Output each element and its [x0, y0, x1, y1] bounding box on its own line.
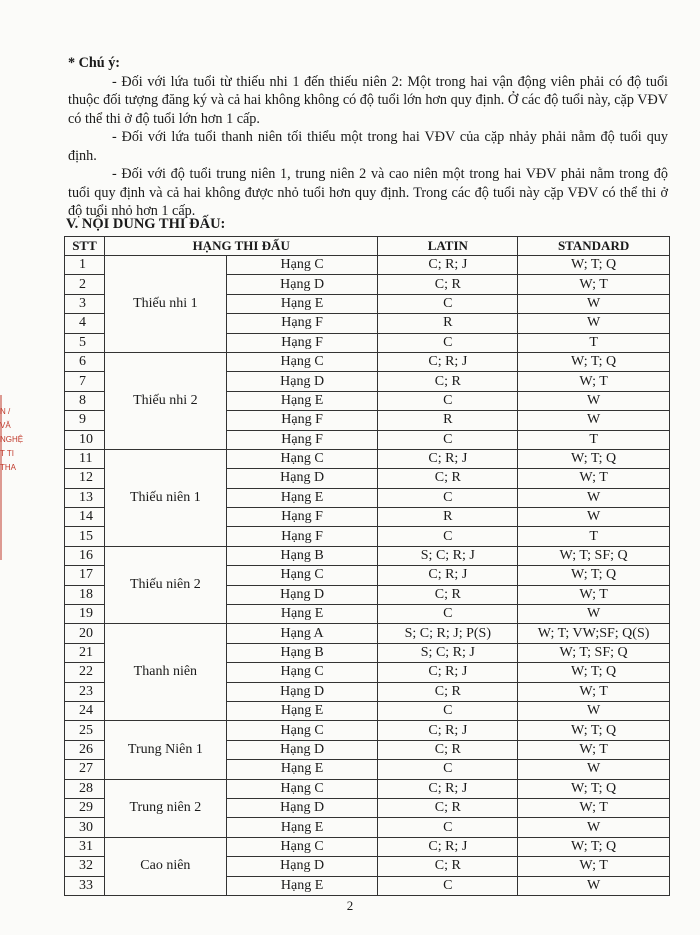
row-number-cell: 28	[65, 779, 105, 798]
header-stt: STT	[65, 237, 105, 256]
table-row	[65, 779, 670, 798]
latin-cell: C; R	[378, 469, 518, 488]
class-cell: Hạng C	[226, 779, 378, 798]
age-category-cell: Thanh niên	[104, 624, 226, 721]
stamp-text: VĂ	[0, 421, 11, 430]
row-number-cell: 12	[65, 469, 105, 488]
standard-cell: W; T	[518, 857, 670, 876]
class-cell: Hạng B	[226, 643, 378, 662]
row-number-cell: 25	[65, 721, 105, 740]
standard-cell: W; T; Q	[518, 663, 670, 682]
latin-cell: C	[378, 605, 518, 624]
standard-cell: W; T; Q	[518, 352, 670, 371]
table-row	[65, 721, 670, 740]
row-number-cell: 16	[65, 546, 105, 565]
latin-cell: C	[378, 760, 518, 779]
table-row	[65, 837, 670, 856]
standard-cell: W; T; SF; Q	[518, 546, 670, 565]
row-number-cell: 26	[65, 740, 105, 759]
note-paragraph: - Đối với lứa tuổi từ thiếu nhi 1 đến thiếu niên 2: Một trong hai vận động viên phải có độ tuổi thuộc đối tượng đăng ký và cả hai không không có độ tuổi lớn hơn quy định. Ở các độ tuổi này, cặp VĐV có thể thi ở độ tuổi lớn hơn 1 cấp.	[68, 73, 668, 127]
row-number-cell: 1	[65, 256, 105, 275]
standard-cell: W; T; Q	[518, 566, 670, 585]
standard-cell: W; T; VW;SF; Q(S)	[518, 624, 670, 643]
row-number-cell: 17	[65, 566, 105, 585]
class-cell: Hạng D	[226, 798, 378, 817]
class-cell: Hạng F	[226, 508, 378, 527]
row-number-cell: 21	[65, 643, 105, 662]
latin-cell: C; R; J	[378, 779, 518, 798]
class-cell: Hạng D	[226, 585, 378, 604]
row-number-cell: 20	[65, 624, 105, 643]
latin-cell: C	[378, 333, 518, 352]
standard-cell: W	[518, 391, 670, 410]
row-number-cell: 24	[65, 701, 105, 720]
header-category: HẠNG THI ĐẤU	[104, 237, 377, 256]
latin-cell: C	[378, 876, 518, 895]
margin-stamp	[0, 405, 24, 550]
age-category-cell: Thiếu niên 1	[104, 449, 226, 546]
row-number-cell: 6	[65, 352, 105, 371]
latin-cell: R	[378, 508, 518, 527]
class-cell: Hạng E	[226, 391, 378, 410]
latin-cell: C	[378, 527, 518, 546]
row-number-cell: 29	[65, 798, 105, 817]
standard-cell: W	[518, 876, 670, 895]
class-cell: Hạng F	[226, 314, 378, 333]
latin-cell: S; C; R; J	[378, 546, 518, 565]
row-number-cell: 2	[65, 275, 105, 294]
latin-cell: C	[378, 818, 518, 837]
row-number-cell: 31	[65, 837, 105, 856]
standard-cell: W	[518, 411, 670, 430]
standard-cell: T	[518, 333, 670, 352]
class-cell: Hạng C	[226, 837, 378, 856]
age-category-cell: Cao niên	[104, 837, 226, 895]
row-number-cell: 9	[65, 411, 105, 430]
class-cell: Hạng C	[226, 721, 378, 740]
standard-cell: W	[518, 314, 670, 333]
standard-cell: W; T; Q	[518, 256, 670, 275]
class-cell: Hạng B	[226, 546, 378, 565]
class-cell: Hạng E	[226, 760, 378, 779]
note-paragraph: - Đối với lứa tuổi thanh niên tối thiểu một trong hai VĐV của cặp nhảy phải nằm độ tuổi quy định.	[68, 129, 668, 164]
stamp-text: T TI	[0, 449, 14, 458]
latin-cell: S; C; R; J	[378, 643, 518, 662]
latin-cell: R	[378, 411, 518, 430]
class-cell: Hạng C	[226, 449, 378, 468]
latin-cell: C	[378, 488, 518, 507]
standard-cell: W	[518, 818, 670, 837]
class-cell: Hạng E	[226, 818, 378, 837]
row-number-cell: 10	[65, 430, 105, 449]
age-category-cell: Trung Niên 1	[104, 721, 226, 779]
latin-cell: C	[378, 430, 518, 449]
standard-cell: W; T; SF; Q	[518, 643, 670, 662]
standard-cell: W	[518, 488, 670, 507]
table-header-row	[65, 237, 670, 256]
latin-cell: C; R	[378, 682, 518, 701]
competition-table	[64, 236, 670, 896]
row-number-cell: 33	[65, 876, 105, 895]
latin-cell: C; R	[378, 740, 518, 759]
latin-cell: C; R	[378, 585, 518, 604]
section-title: V. NỘI DUNG THI ĐẤU:	[66, 216, 226, 232]
class-cell: Hạng D	[226, 372, 378, 391]
row-number-cell: 30	[65, 818, 105, 837]
class-cell: Hạng E	[226, 701, 378, 720]
table-row	[65, 352, 670, 371]
table-row	[65, 256, 670, 275]
latin-cell: S; C; R; J; P(S)	[378, 624, 518, 643]
table-row	[65, 546, 670, 565]
standard-cell: W; T	[518, 740, 670, 759]
latin-cell: C; R; J	[378, 721, 518, 740]
standard-cell: W; T; Q	[518, 449, 670, 468]
stamp-text: N /	[0, 407, 11, 416]
standard-cell: W	[518, 701, 670, 720]
class-cell: Hạng E	[226, 605, 378, 624]
age-category-cell: Thiếu niên 2	[104, 546, 226, 624]
class-cell: Hạng D	[226, 275, 378, 294]
latin-cell: C; R; J	[378, 256, 518, 275]
standard-cell: W	[518, 605, 670, 624]
class-cell: Hạng C	[226, 663, 378, 682]
row-number-cell: 27	[65, 760, 105, 779]
row-number-cell: 14	[65, 508, 105, 527]
latin-cell: C; R	[378, 372, 518, 391]
row-number-cell: 11	[65, 449, 105, 468]
standard-cell: W; T	[518, 682, 670, 701]
row-number-cell: 15	[65, 527, 105, 546]
notes-title: * Chú ý:	[68, 55, 121, 71]
class-cell: Hạng C	[226, 352, 378, 371]
row-number-cell: 19	[65, 605, 105, 624]
standard-cell: W; T	[518, 469, 670, 488]
row-number-cell: 3	[65, 294, 105, 313]
row-number-cell: 5	[65, 333, 105, 352]
row-number-cell: 8	[65, 391, 105, 410]
standard-cell: W	[518, 294, 670, 313]
table-row	[65, 624, 670, 643]
latin-cell: R	[378, 314, 518, 333]
row-number-cell: 23	[65, 682, 105, 701]
latin-cell: C	[378, 391, 518, 410]
class-cell: Hạng D	[226, 469, 378, 488]
stamp-text: NGHỆ	[0, 435, 24, 444]
row-number-cell: 22	[65, 663, 105, 682]
standard-cell: W	[518, 508, 670, 527]
header-latin: LATIN	[378, 237, 518, 256]
standard-cell: W; T; Q	[518, 721, 670, 740]
stamp-text: THA	[0, 463, 16, 472]
standard-cell: W; T	[518, 275, 670, 294]
header-standard: STANDARD	[518, 237, 670, 256]
age-category-cell: Thiếu nhi 1	[104, 256, 226, 353]
standard-cell: W; T	[518, 585, 670, 604]
latin-cell: C	[378, 294, 518, 313]
class-cell: Hạng D	[226, 740, 378, 759]
latin-cell: C; R	[378, 275, 518, 294]
latin-cell: C; R	[378, 798, 518, 817]
class-cell: Hạng F	[226, 411, 378, 430]
age-category-cell: Trung niên 2	[104, 779, 226, 837]
standard-cell: W; T	[518, 798, 670, 817]
class-cell: Hạng F	[226, 527, 378, 546]
latin-cell: C; R; J	[378, 449, 518, 468]
class-cell: Hạng E	[226, 876, 378, 895]
class-cell: Hạng C	[226, 256, 378, 275]
row-number-cell: 32	[65, 857, 105, 876]
standard-cell: W; T; Q	[518, 779, 670, 798]
notes-block	[68, 54, 668, 221]
page-number: 2	[346, 898, 354, 913]
table-row	[65, 449, 670, 468]
latin-cell: C; R; J	[378, 837, 518, 856]
class-cell: Hạng F	[226, 430, 378, 449]
standard-cell: T	[518, 430, 670, 449]
class-cell: Hạng E	[226, 294, 378, 313]
standard-cell: W; T	[518, 372, 670, 391]
note-paragraph: - Đối với độ tuổi trung niên 1, trung niên 2 và cao niên một trong hai VĐV phải nằm trong độ tuổi quy định và cả hai không được nhỏ tuổi hơn quy định. Trong các độ tuổi này cặp VĐV có thể thi ở độ tuổi nhỏ hơn 1 cấp.	[68, 166, 668, 219]
latin-cell: C; R; J	[378, 352, 518, 371]
class-cell: Hạng E	[226, 488, 378, 507]
latin-cell: C; R; J	[378, 566, 518, 585]
standard-cell: T	[518, 527, 670, 546]
class-cell: Hạng C	[226, 566, 378, 585]
standard-cell: W	[518, 760, 670, 779]
row-number-cell: 13	[65, 488, 105, 507]
latin-cell: C; R; J	[378, 663, 518, 682]
latin-cell: C	[378, 701, 518, 720]
table-body	[65, 256, 670, 896]
class-cell: Hạng D	[226, 682, 378, 701]
class-cell: Hạng D	[226, 857, 378, 876]
class-cell: Hạng A	[226, 624, 378, 643]
latin-cell: C; R	[378, 857, 518, 876]
row-number-cell: 18	[65, 585, 105, 604]
row-number-cell: 7	[65, 372, 105, 391]
standard-cell: W; T; Q	[518, 837, 670, 856]
row-number-cell: 4	[65, 314, 105, 333]
age-category-cell: Thiếu nhi 2	[104, 352, 226, 449]
class-cell: Hạng F	[226, 333, 378, 352]
